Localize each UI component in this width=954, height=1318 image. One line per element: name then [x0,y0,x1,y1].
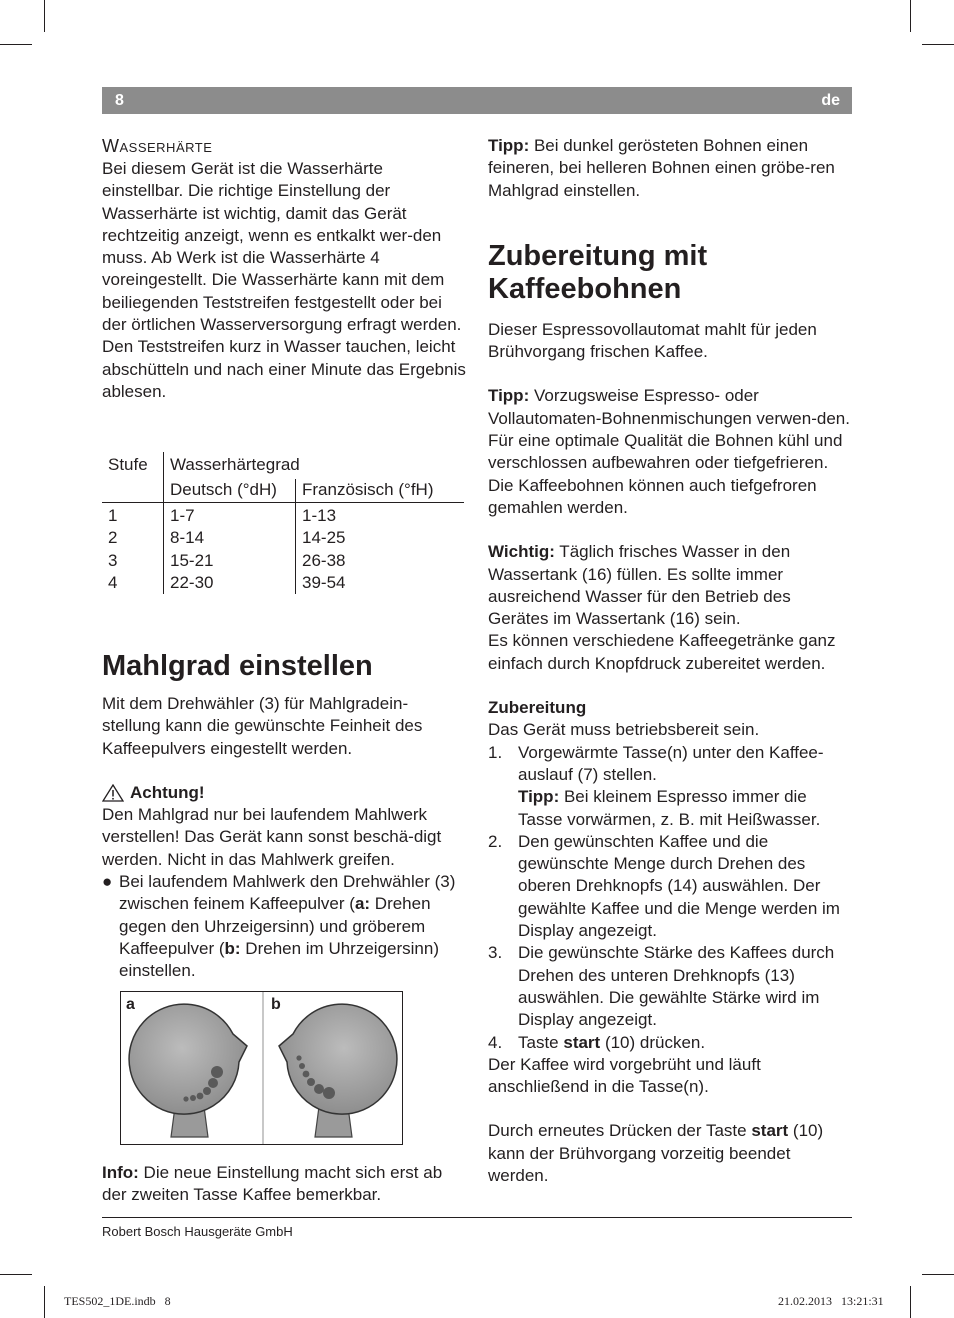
water-paragraph-2: Den Teststreifen kurz in Wasser tauchen, leicht abschütteln und nach einer Minute das Ergebnis ablesen. [102,337,466,401]
beans-paragraph: Dieser Espressovollautomat mahlt für jeden Brühvorgang frischen Kaffee. [488,319,817,362]
table-cell: 22-30 [170,573,214,592]
grind-figure [120,991,403,1145]
grinder-dial-coarse-icon [263,992,403,1144]
table-cell: 1-7 [170,506,195,525]
step-text: (10) drücken. [600,1032,706,1052]
figure-label-a: a [126,996,135,1013]
table-header-stufe: Stufe [108,455,148,474]
tip-beans [488,385,854,519]
step-number: 3. [488,943,503,963]
tip-grind [488,135,854,202]
print-slug-date: 21.02.2013 13:21:31 [778,1294,884,1308]
bullet-text-3: Drehen im Uhrzeigersinn) einstellen. [119,938,439,981]
stop-paragraph [488,1120,854,1187]
step-number: 1. [488,742,503,762]
water-paragraph-1: Bei diesem Gerät ist die Wasserhärte einstellbar. Die richtige Einstellung der Wasserhärte ist wichtig, damit das Gerät rechtzeitig anzeigt, wenn es entkalkt wer-den muss. Ab Werk ist die Wasserhärte 4 voreingestellt. Die Wasserhärte kann mit dem beiliegenden Teststreifen festgestellt oder bei der örtlichen Wasserversorgung erfragt werden. [102,159,462,335]
stop-text: Durch erneutes Drücken der Taste [488,1121,752,1141]
important-paragraph [488,541,854,630]
crop-mark [44,1286,45,1318]
important-label: Wichtig: [488,542,555,562]
step-number: 4. [488,1032,503,1052]
grind-section [102,650,466,983]
water-heading: Wasserhärte [102,136,213,156]
bullet-item: ● Bei laufendem Mahlwerk den Drehwähler (3) zwischen feinem Kaffeepulver (a: Drehen gegen den Uhrzeigersinn) und gröberem Kaffeepulver (b: Drehen im Uhrzeigersinn) einstellen. [102,872,456,981]
footer-company: Robert Bosch Hausgeräte GmbH [102,1224,293,1239]
step-tip-text: Bei kleinem Espresso immer die Tasse vorwärmen, z. B. mit Heißwasser. [518,787,821,829]
crop-mark [922,44,954,45]
table-header-franzoesisch: Französisch (°fH) [302,480,434,499]
list-item [488,831,854,942]
warning-line [102,782,466,804]
tip-text: Bei dunkel gerösteten Bohnen einen feineren, bei helleren Bohnen einen gröbe-ren Mahlgrad einstellen. [488,136,835,200]
table-cell: 3 [108,551,118,570]
right-column [488,135,854,1187]
info-label: Info: [102,1163,139,1182]
tip-label: Tipp: [488,386,530,406]
water-hardness-table [102,452,464,597]
stop-text: (10) kann der Brühvorgang vorzeitig beendet werden. [488,1121,824,1185]
warning-paragraph: Den Mahlgrad nur bei laufendem Mahlwerk verstellen! Das Gerät kann sonst beschä-digt werden. Nicht in das Mahlwerk greifen. [102,805,442,869]
table-divider-vertical [295,479,296,594]
drinks-paragraph: Es können verschiedene Kaffeegetränke ganz einfach durch Knopfdruck zubereitet werden. [488,631,836,673]
result-paragraph: Der Kaffee wird vorgebrüht und läuft anschließend in die Tasse(n). [488,1054,761,1097]
prep-intro: Das Gerät muss betriebsbereit sein. [488,720,760,740]
bullet-a-label: a: [354,894,371,914]
grinder-dial-fine-icon [121,992,262,1144]
grind-heading: Mahlgrad einstellen [102,650,373,682]
crop-mark [0,1274,32,1275]
bullet-text-2: Drehen gegen den Uhrzeigersinn) und gröberem Kaffeepulver ( [119,894,431,958]
table-cell: 8-14 [170,528,205,547]
warning-triangle-icon [102,784,124,802]
step-text: Den gewünschten Kaffee und die gewünschte Menge durch Drehen des oberen Drehknopfs (14) auswählen. Der gewählte Kaffee und die Menge werden im Display angezeigt. [518,831,840,941]
table-cell: 4 [108,573,118,592]
step-tip-label: Tipp: [518,787,560,807]
table-header-deutsch: Deutsch (°dH) [170,480,277,499]
important-text: Täglich frisches Wasser in den Wassertank (16) füllen. Es sollte immer ausreichend Wasser für den Betrieb des Gerätes im Wassertank (16) sein. [488,542,791,629]
language-code: de [821,92,840,109]
figure-label-b: b [271,996,281,1013]
warning-label: Achtung! [130,782,205,802]
grind-paragraph: Mit dem Drehwähler (3) für Mahlgradein-stellung kann die gewünschte Feinheit des Kaffeepulvers eingestellt werden. [102,694,423,758]
print-slug-file: TES502_1DE.indb 8 [64,1294,171,1308]
crop-mark [0,44,32,45]
table-cell: 2 [108,528,118,547]
crop-mark [44,0,45,32]
tip-label: Tipp: [488,136,530,155]
table-cell: 26-38 [302,551,346,570]
table-cell: 1-13 [302,506,337,525]
list-item [488,942,854,1031]
prep-heading: Zubereitung [488,698,587,718]
step-text: Die gewünschte Stärke des Kaffees durch Drehen des unteren Drehknopfs (13) auswählen. Die gewählte Stärke wird im Display angezeigt. [518,943,835,1030]
page-header-bar [102,87,852,114]
start-key: start [751,1121,789,1141]
info-text: Die neue Einstellung macht sich erst ab der zweiten Tasse Kaffee bemerkbar. [102,1163,443,1205]
crop-mark [922,1274,954,1275]
start-key: start [563,1032,601,1052]
crop-mark [910,0,911,32]
bullet-dot-icon: ● [102,872,113,892]
bullet-text-1: Bei laufendem Mahlwerk den Drehwähler (3) zwischen feinem Kaffeepulver [119,872,456,914]
table-divider-horizontal [102,502,464,503]
bullet-b-label: b: [224,938,241,958]
step-text: Vorgewärmte Tasse(n) unter den Kaffee-auslauf (7) stellen. [518,742,824,784]
water-section [102,134,466,403]
table-cell: 1 [108,506,118,525]
footer-rule [102,1217,852,1218]
table-cell: 39-54 [302,573,346,592]
page-number: 8 [115,92,124,109]
list-item [488,742,854,831]
step-text: Taste [518,1032,564,1052]
tip-text: Vorzugsweise Espresso- oder Vollautomaten-Bohnenmischungen verwen-den. Für eine optimale Qualität die Bohnen kühl und verschlossen aufbewahren oder tiefgefrieren. Die Kaffeebohnen können auch tiefgefroren gemahlen werden. [488,386,850,517]
table-header-grad: Wasserhärtegrad [170,455,300,474]
beans-heading: Zubereitung mit Kaffeebohnen [488,239,708,305]
list-item [488,1032,854,1054]
table-cell: 15-21 [170,551,214,570]
table-cell: 14-25 [302,528,346,547]
step-number: 2. [488,831,503,851]
info-paragraph [102,1162,466,1207]
prep-steps [488,742,854,1054]
table-divider-vertical [163,452,164,594]
crop-mark [910,1286,911,1318]
